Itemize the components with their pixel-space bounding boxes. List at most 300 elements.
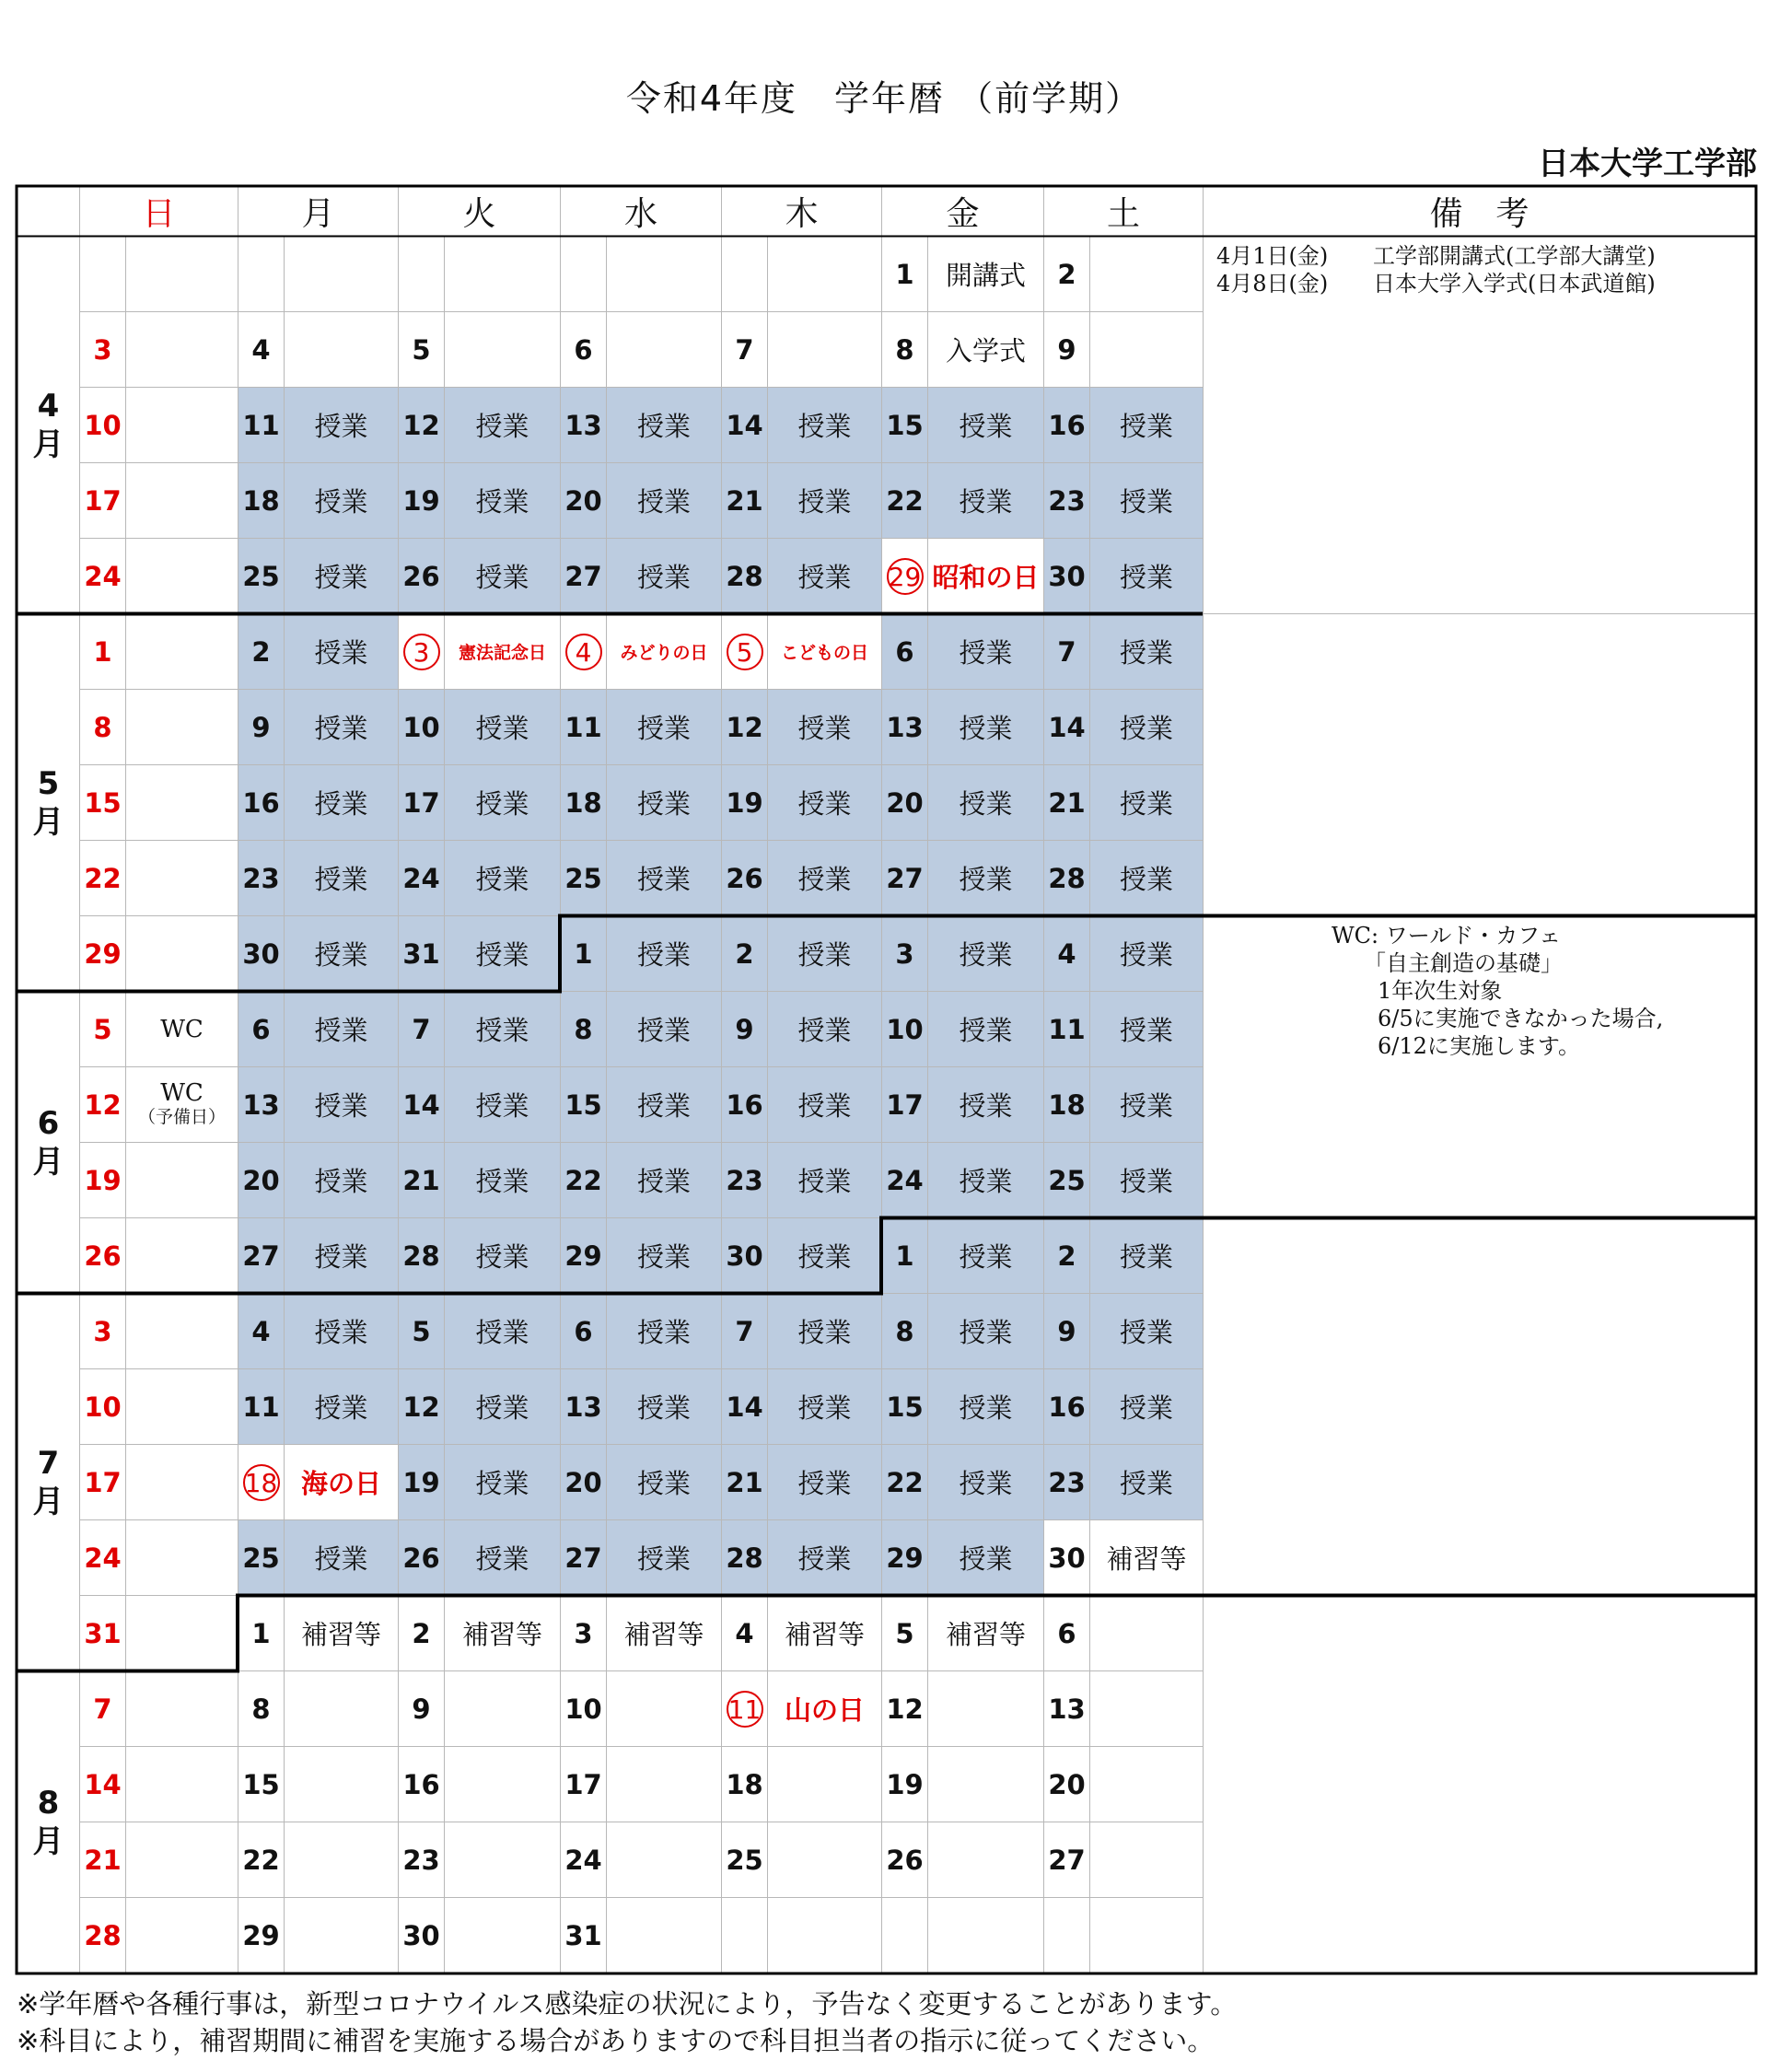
day-number: 24 <box>399 841 445 916</box>
day-number: 20 <box>238 1143 285 1218</box>
day-event: 授業 <box>445 388 561 463</box>
day-number: 2 <box>238 614 285 690</box>
day-number <box>882 1898 928 1973</box>
day-number: 15 <box>80 765 126 841</box>
day-event: 授業 <box>285 1143 399 1218</box>
day-number: 3 <box>882 916 928 992</box>
day-event: 授業 <box>285 388 399 463</box>
day-event: 授業 <box>445 1369 561 1445</box>
note-line: 「自主創造の基礎」 <box>1364 950 1563 976</box>
day-number: 17 <box>80 463 126 539</box>
day-number: 1 <box>561 916 607 992</box>
day-event <box>1090 1671 1204 1747</box>
day-number: 16 <box>238 765 285 841</box>
month-suffix: 月 <box>32 425 64 463</box>
day-number: 25 <box>722 1822 768 1898</box>
holiday-circle: 5 <box>727 634 763 670</box>
day-event: 補習等 <box>285 1596 399 1671</box>
day-event: 授業 <box>285 841 399 916</box>
day-event <box>1090 1898 1204 1973</box>
day-number: 31 <box>399 916 445 992</box>
day-number: 9 <box>1044 312 1090 388</box>
day-event <box>126 463 238 539</box>
day-number: 27 <box>561 539 607 614</box>
organization-name: 日本大学工学部 <box>1538 146 1757 182</box>
day-event <box>126 237 238 312</box>
day-number: 21 <box>80 1822 126 1898</box>
day-event <box>126 1067 238 1143</box>
day-number: 21 <box>399 1143 445 1218</box>
day-number: 28 <box>399 1218 445 1294</box>
notes-summer <box>1204 1218 1756 1973</box>
day-event <box>1090 237 1204 312</box>
day-event: 開講式 <box>928 237 1044 312</box>
day-event <box>445 1898 561 1973</box>
day-number: 24 <box>80 539 126 614</box>
day-number: 25 <box>238 539 285 614</box>
day-number: 7 <box>722 312 768 388</box>
day-number: 16 <box>399 1747 445 1822</box>
day-event: 授業 <box>607 1294 722 1369</box>
day-event <box>126 1898 238 1973</box>
day-event: 授業 <box>285 1520 399 1596</box>
day-event: 授業 <box>768 539 882 614</box>
day-event <box>1090 312 1204 388</box>
month-suffix: 月 <box>32 1483 64 1520</box>
day-event: 授業 <box>768 1445 882 1520</box>
day-event <box>126 1747 238 1822</box>
note-line <box>1216 270 1742 297</box>
day-event: 授業 <box>768 690 882 765</box>
month-suffix: 月 <box>32 1822 64 1860</box>
day-event: 授業 <box>928 841 1044 916</box>
day-event: 授業 <box>285 916 399 992</box>
day-number: 18 <box>238 463 285 539</box>
holiday-circle: 4 <box>565 634 602 670</box>
note-line: 1年次生対象 <box>1378 978 1503 1004</box>
day-event: 授業 <box>768 841 882 916</box>
header-thursday: 木 <box>722 187 882 237</box>
day-event <box>928 1747 1044 1822</box>
day-event: 海の日 <box>285 1445 399 1520</box>
day-event <box>1090 1747 1204 1822</box>
day-number: 25 <box>1044 1143 1090 1218</box>
day-event: 授業 <box>1090 388 1204 463</box>
day-event <box>126 1294 238 1369</box>
day-event: 授業 <box>607 841 722 916</box>
day-event: 授業 <box>1090 614 1204 690</box>
footer-note: ※科目により，補習期間に補習を実施する場合がありますので科目担当者の指示に従ってください。 <box>17 2025 1215 2056</box>
day-event: 授業 <box>445 916 561 992</box>
day-number: 18 <box>1044 1067 1090 1143</box>
day-event: 授業 <box>928 992 1044 1067</box>
day-number: 30 <box>1044 539 1090 614</box>
month-number: 5 <box>37 764 60 802</box>
day-event: こどもの日 <box>768 614 882 690</box>
footer-notes <box>17 1985 1237 2059</box>
day-number: 18 <box>722 1747 768 1822</box>
footer-note: ※学年暦や各種行事は，新型コロナウイルス感染症の状況により，予告なく変更することがあります。 <box>17 1988 1238 2020</box>
day-number: 29 <box>238 1898 285 1973</box>
day-number: 30 <box>722 1218 768 1294</box>
day-number: 6 <box>561 1294 607 1369</box>
day-number: 22 <box>882 463 928 539</box>
day-number: 10 <box>80 1369 126 1445</box>
day-event <box>928 1671 1044 1747</box>
day-number: 28 <box>1044 841 1090 916</box>
day-number: 22 <box>238 1822 285 1898</box>
day-number: 26 <box>80 1218 126 1294</box>
day-number: 2 <box>722 916 768 992</box>
day-event: 授業 <box>607 690 722 765</box>
day-number: 20 <box>1044 1747 1090 1822</box>
day-number: 26 <box>722 841 768 916</box>
day-number <box>882 539 928 614</box>
day-event: 授業 <box>607 463 722 539</box>
day-number <box>238 1445 285 1520</box>
day-event <box>285 312 399 388</box>
day-number <box>722 1671 768 1747</box>
day-event: 授業 <box>1090 1294 1204 1369</box>
notes-wc <box>1204 916 1756 1218</box>
day-number: 19 <box>882 1747 928 1822</box>
day-event: 授業 <box>1090 463 1204 539</box>
day-number <box>722 614 768 690</box>
day-event <box>607 1671 722 1747</box>
day-event <box>928 1898 1044 1973</box>
day-number: 4 <box>1044 916 1090 992</box>
day-number: 26 <box>399 539 445 614</box>
day-number: 27 <box>882 841 928 916</box>
day-number: 2 <box>1044 1218 1090 1294</box>
day-event <box>285 237 399 312</box>
day-event <box>607 237 722 312</box>
day-event: 授業 <box>445 539 561 614</box>
day-event <box>126 1520 238 1596</box>
day-event: 授業 <box>445 463 561 539</box>
day-number: 24 <box>80 1520 126 1596</box>
day-number: 4 <box>722 1596 768 1671</box>
day-event <box>445 1747 561 1822</box>
day-event: WC <box>126 992 238 1067</box>
day-number: 17 <box>80 1445 126 1520</box>
day-event <box>126 1218 238 1294</box>
page-title: 令和4年度 学年暦 （前学期） <box>625 78 1143 119</box>
day-number: 16 <box>1044 1369 1090 1445</box>
day-number: 2 <box>1044 237 1090 312</box>
day-number: 18 <box>561 765 607 841</box>
day-number: 21 <box>1044 765 1090 841</box>
day-number: 23 <box>399 1822 445 1898</box>
day-number: 10 <box>882 992 928 1067</box>
day-number: 15 <box>561 1067 607 1143</box>
day-event: 授業 <box>445 1294 561 1369</box>
day-event: 授業 <box>285 765 399 841</box>
day-number: 22 <box>561 1143 607 1218</box>
header-tuesday: 火 <box>399 187 561 237</box>
day-number: 6 <box>238 992 285 1067</box>
day-event <box>768 237 882 312</box>
day-event: 授業 <box>445 1218 561 1294</box>
day-event <box>445 1671 561 1747</box>
day-number: 24 <box>561 1822 607 1898</box>
day-number: 31 <box>561 1898 607 1973</box>
day-event <box>285 1898 399 1973</box>
day-event <box>126 312 238 388</box>
day-event: 補習等 <box>768 1596 882 1671</box>
day-number: 5 <box>882 1596 928 1671</box>
day-number: 28 <box>722 1520 768 1596</box>
day-number: 20 <box>561 463 607 539</box>
day-event <box>126 388 238 463</box>
day-number: 5 <box>80 992 126 1067</box>
day-event: 授業 <box>607 992 722 1067</box>
month-label <box>17 237 80 614</box>
day-number: 9 <box>722 992 768 1067</box>
day-event: 授業 <box>285 690 399 765</box>
academic-calendar-table <box>17 186 1756 1973</box>
month-number: 8 <box>37 1784 60 1822</box>
day-event: 授業 <box>928 388 1044 463</box>
day-event <box>126 1143 238 1218</box>
day-number: 3 <box>561 1596 607 1671</box>
day-event: 授業 <box>607 1143 722 1218</box>
day-number: 7 <box>722 1294 768 1369</box>
day-event <box>445 237 561 312</box>
day-event <box>607 1822 722 1898</box>
day-event: 授業 <box>768 992 882 1067</box>
day-number <box>1044 1898 1090 1973</box>
day-event: 授業 <box>928 1520 1044 1596</box>
day-event: 授業 <box>1090 765 1204 841</box>
day-event <box>126 1369 238 1445</box>
day-number: 6 <box>561 312 607 388</box>
day-number: 19 <box>722 765 768 841</box>
day-event <box>445 1822 561 1898</box>
day-event: 授業 <box>1090 841 1204 916</box>
day-number: 7 <box>399 992 445 1067</box>
day-event: 授業 <box>607 1520 722 1596</box>
day-event: 授業 <box>768 1143 882 1218</box>
day-number: 5 <box>399 312 445 388</box>
day-number: 21 <box>722 1445 768 1520</box>
month-number: 7 <box>37 1444 60 1482</box>
day-event: 授業 <box>607 1067 722 1143</box>
day-number: 8 <box>882 312 928 388</box>
day-number: 30 <box>1044 1520 1090 1596</box>
day-number: 6 <box>882 614 928 690</box>
day-number: 13 <box>1044 1671 1090 1747</box>
day-number: 23 <box>722 1143 768 1218</box>
day-event: 授業 <box>768 388 882 463</box>
day-event <box>928 1822 1044 1898</box>
week-row <box>17 614 1756 690</box>
day-event: 授業 <box>445 841 561 916</box>
holiday-circle: 18 <box>243 1464 280 1501</box>
day-number: 11 <box>238 388 285 463</box>
day-number: 14 <box>80 1747 126 1822</box>
day-number <box>561 614 607 690</box>
header-monday: 月 <box>238 187 399 237</box>
day-event <box>607 312 722 388</box>
day-event: 補習等 <box>607 1596 722 1671</box>
day-event: 授業 <box>928 1369 1044 1445</box>
day-event: 授業 <box>607 539 722 614</box>
day-event <box>285 1747 399 1822</box>
day-number: 22 <box>80 841 126 916</box>
day-number: 3 <box>80 312 126 388</box>
day-event: 授業 <box>928 1143 1044 1218</box>
note-date: 4月1日(金) <box>1216 243 1329 269</box>
day-event: 授業 <box>928 1067 1044 1143</box>
header-friday: 金 <box>882 187 1044 237</box>
week-row <box>17 1218 1756 1294</box>
day-number: 14 <box>1044 690 1090 765</box>
month-label <box>17 1294 80 1671</box>
day-event: 授業 <box>1090 1067 1204 1143</box>
day-number <box>399 614 445 690</box>
day-number: 5 <box>399 1294 445 1369</box>
day-event: 授業 <box>928 463 1044 539</box>
month-label <box>17 614 80 992</box>
day-number: 12 <box>882 1671 928 1747</box>
day-number: 23 <box>238 841 285 916</box>
day-event <box>126 765 238 841</box>
month-label <box>17 992 80 1294</box>
day-number: 25 <box>238 1520 285 1596</box>
day-event: 授業 <box>607 1218 722 1294</box>
note-text: 日本大学入学式(日本武道館) <box>1373 271 1656 297</box>
day-number: 15 <box>882 388 928 463</box>
holiday-circle: 29 <box>887 558 924 595</box>
day-event: 授業 <box>285 1067 399 1143</box>
day-number: 9 <box>1044 1294 1090 1369</box>
day-number: 20 <box>882 765 928 841</box>
day-number: 9 <box>238 690 285 765</box>
day-number <box>238 237 285 312</box>
week-row <box>17 237 1756 312</box>
day-event <box>1090 1596 1204 1671</box>
day-event <box>607 1898 722 1973</box>
day-number: 17 <box>882 1067 928 1143</box>
day-number: 23 <box>1044 463 1090 539</box>
day-event <box>126 539 238 614</box>
day-number: 10 <box>80 388 126 463</box>
day-number <box>722 237 768 312</box>
day-number: 4 <box>238 312 285 388</box>
notes-may <box>1204 614 1756 916</box>
day-event: 授業 <box>768 1294 882 1369</box>
day-number: 17 <box>399 765 445 841</box>
day-number: 12 <box>722 690 768 765</box>
day-number: 27 <box>238 1218 285 1294</box>
day-number: 4 <box>238 1294 285 1369</box>
day-number: 6 <box>1044 1596 1090 1671</box>
day-event: 授業 <box>607 1369 722 1445</box>
day-event: 授業 <box>768 1067 882 1143</box>
note-text: 工学部開講式(工学部大講堂) <box>1373 243 1656 269</box>
note-line <box>1216 242 1742 270</box>
day-event: 授業 <box>285 992 399 1067</box>
day-event: 授業 <box>285 539 399 614</box>
day-event <box>126 614 238 690</box>
day-event: 授業 <box>1090 1445 1204 1520</box>
day-event: 授業 <box>928 1294 1044 1369</box>
day-event: 入学式 <box>928 312 1044 388</box>
day-number: 9 <box>399 1671 445 1747</box>
day-event: 授業 <box>445 1520 561 1596</box>
day-number: 23 <box>1044 1445 1090 1520</box>
day-number: 13 <box>882 690 928 765</box>
day-number: 28 <box>722 539 768 614</box>
month-number: 6 <box>37 1104 60 1142</box>
day-number: 25 <box>561 841 607 916</box>
day-number: 8 <box>238 1671 285 1747</box>
day-event: 授業 <box>928 765 1044 841</box>
day-event <box>126 1822 238 1898</box>
header-row <box>17 187 1756 237</box>
day-event: 授業 <box>928 1218 1044 1294</box>
day-number: 1 <box>882 1218 928 1294</box>
day-number: 11 <box>1044 992 1090 1067</box>
day-event: 山の日 <box>768 1671 882 1747</box>
day-number: 29 <box>561 1218 607 1294</box>
notes-april <box>1204 237 1756 614</box>
holiday-circle: 3 <box>403 634 440 670</box>
day-event: 授業 <box>1090 992 1204 1067</box>
day-event: 授業 <box>607 916 722 992</box>
header-month <box>17 187 80 237</box>
day-event: 授業 <box>1090 1218 1204 1294</box>
day-event <box>607 1747 722 1822</box>
day-number: 8 <box>882 1294 928 1369</box>
day-event <box>126 1596 238 1671</box>
day-number: 2 <box>399 1596 445 1671</box>
day-event: 授業 <box>285 463 399 539</box>
day-number: 27 <box>561 1520 607 1596</box>
day-number: 15 <box>882 1369 928 1445</box>
day-number: 12 <box>399 1369 445 1445</box>
day-event: 授業 <box>607 388 722 463</box>
day-event <box>768 1898 882 1973</box>
day-event: 授業 <box>445 690 561 765</box>
day-event: 授業 <box>445 1143 561 1218</box>
day-number: 14 <box>722 388 768 463</box>
day-number: 10 <box>561 1671 607 1747</box>
day-number: 26 <box>399 1520 445 1596</box>
day-number: 27 <box>1044 1822 1090 1898</box>
day-event <box>1090 1822 1204 1898</box>
day-number: 1 <box>882 237 928 312</box>
day-event: 授業 <box>768 765 882 841</box>
day-event: 授業 <box>768 1218 882 1294</box>
day-event <box>768 312 882 388</box>
header-wednesday: 水 <box>561 187 722 237</box>
day-number: 13 <box>238 1067 285 1143</box>
day-event: 授業 <box>768 1520 882 1596</box>
month-label <box>17 1671 80 1973</box>
day-number: 19 <box>399 463 445 539</box>
day-event: 授業 <box>607 1445 722 1520</box>
day-number: 22 <box>882 1445 928 1520</box>
day-event: 授業 <box>928 916 1044 992</box>
day-event: 授業 <box>285 1294 399 1369</box>
day-event: 補習等 <box>1090 1520 1204 1596</box>
day-event: 昭和の日 <box>928 539 1044 614</box>
day-number: 21 <box>722 463 768 539</box>
day-number: 30 <box>238 916 285 992</box>
day-event: 授業 <box>445 992 561 1067</box>
